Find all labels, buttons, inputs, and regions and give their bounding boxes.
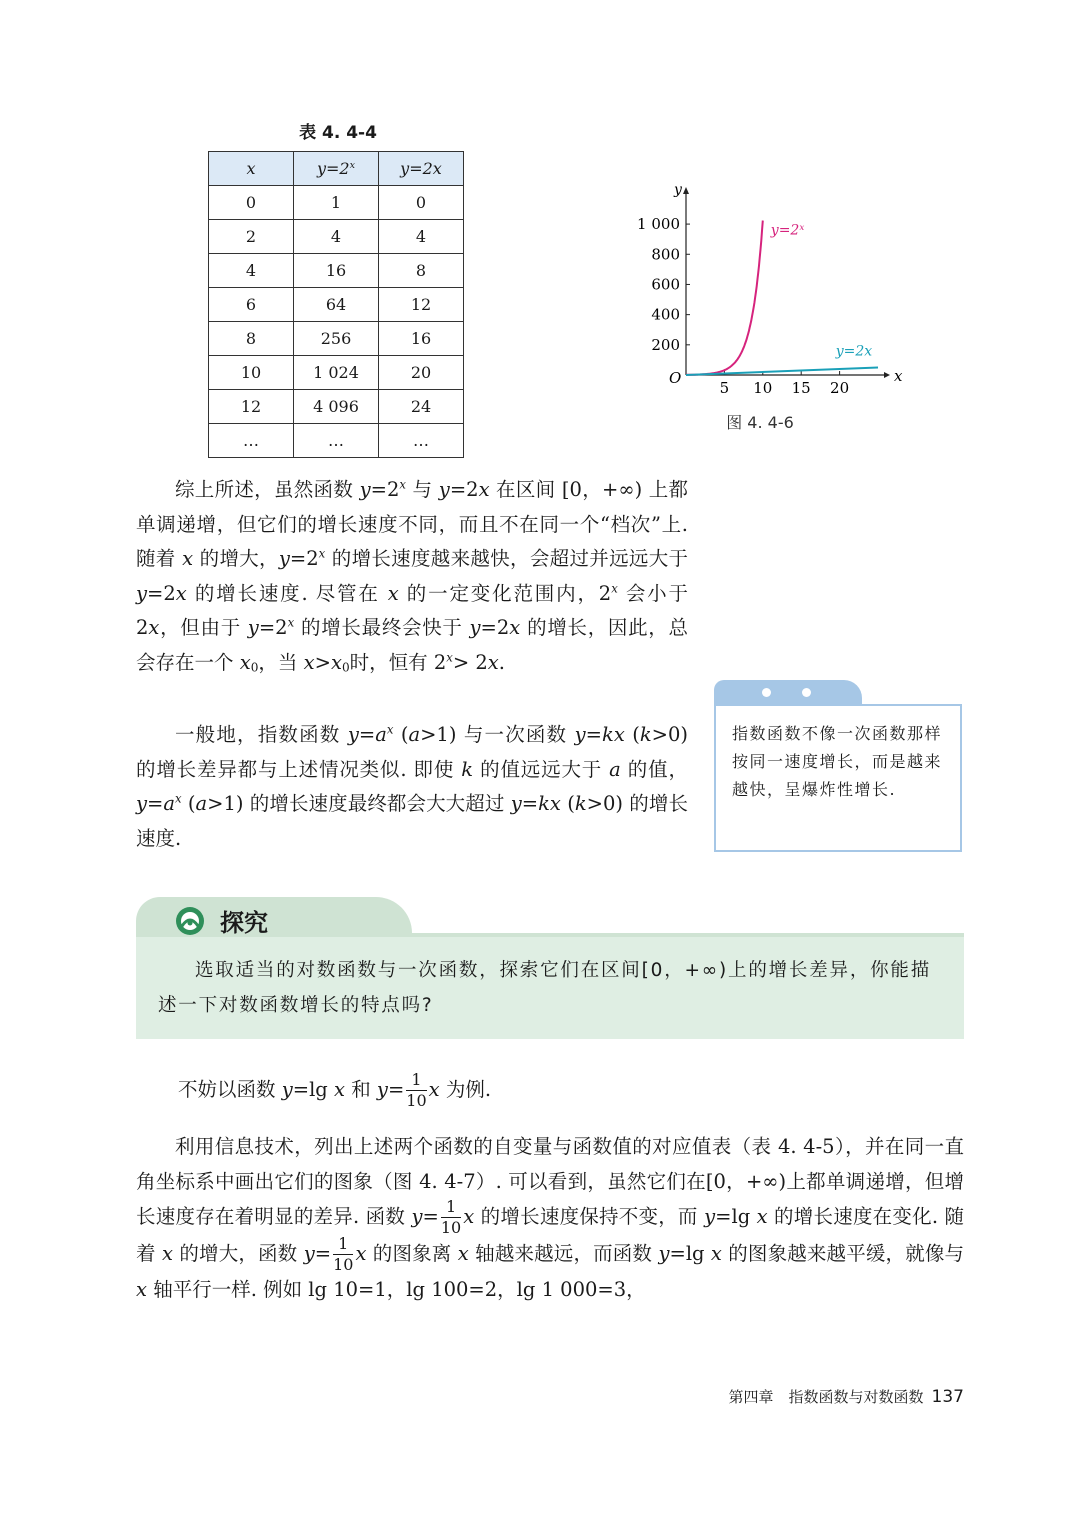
header-x-label: x bbox=[246, 159, 256, 178]
table-row bbox=[209, 288, 464, 322]
explore-title: 探究 bbox=[220, 909, 268, 937]
fraction: $\frac{1}{10}$ bbox=[440, 1197, 462, 1237]
note-dot-icon bbox=[802, 688, 811, 697]
header-linear: y=2x bbox=[379, 152, 464, 186]
summary-paragraph: 综上所述，虽然函数 $y=2^x$ 与 y=2x 在区间 [0，+∞) 上都单调递增，但它们的增长速度不同，而且不在同一个“档次”上. 随着 x 的增大，$y=2^x$ 的增长速度越来越快，会超过并远远大于 y=2x 的增长速度. 尽管在 x 的一定变化范围内，2$^x$ 会小于 2x，但由于 $y=2^x$ 的增长最终会快于 y=2x 的增长，因此，总会存在一个 $x_0$，当 $x>x_0$时，恒有 $2^x> 2x$. bbox=[136, 477, 689, 674]
table-row bbox=[209, 322, 464, 356]
table-cell: … bbox=[294, 424, 379, 458]
table-cell: 12 bbox=[379, 288, 464, 322]
note-dot-icon bbox=[762, 688, 771, 697]
comparison-paragraph: 利用信息技术，列出上述两个函数的自变量与函数值的对应值表（表 4. 4-5），并在同一直角坐标系中画出它们的图象（图 4. 4-7）. 可以看到，虽然它们在[0，+∞)上都单调递增，但增长速度存在着明显的差异. 函数 y= $\frac{1}{10}$ x 的增长速度保持不变，而 y=lg x 的增长速度在变化. 随着 x 的增大，函数 y= $\frac{1}{10}$ x 的图象离 x 轴越来越远，而函数 y=lg x 的图象越来越平缓，就像与 x 轴平行一样. 例如 lg 10=1，lg 100=2，lg 1 000=3， bbox=[136, 1135, 965, 1301]
origin-label: O bbox=[669, 369, 682, 387]
table-cell: … bbox=[379, 424, 464, 458]
y-tick-label: 800 bbox=[651, 245, 680, 264]
table-cell: 10 bbox=[209, 356, 294, 390]
series-label: y=2x bbox=[835, 343, 873, 360]
header-x bbox=[209, 152, 294, 186]
x-axis-arrow-icon bbox=[884, 372, 890, 378]
table-row bbox=[209, 356, 464, 390]
series-label: y=2ˣ bbox=[770, 222, 805, 239]
explore-section bbox=[136, 897, 964, 1039]
table-cell: … bbox=[209, 424, 294, 458]
side-note bbox=[714, 680, 962, 852]
explore-magnifier-icon bbox=[174, 905, 206, 937]
table-cell: 2 bbox=[209, 220, 294, 254]
table-cell: 4 bbox=[294, 220, 379, 254]
figure-caption: 图 4. 4-6 bbox=[726, 413, 794, 432]
note-box bbox=[714, 704, 962, 852]
fraction: $\frac{1}{10}$ bbox=[333, 1234, 354, 1274]
y-tick-label: 200 bbox=[651, 335, 680, 354]
table-cell: 64 bbox=[294, 288, 379, 322]
x-tick-label: 20 bbox=[830, 379, 850, 397]
growth-chart bbox=[630, 180, 903, 397]
explore-question: 选取适当的对数函数与一次函数，探索它们在区间[0，+∞)上的增长差异，你能描述一下对数函数增长的特点吗? bbox=[158, 960, 932, 1016]
table-cell: 1 bbox=[294, 186, 379, 220]
table-cell: 8 bbox=[209, 322, 294, 356]
x-axis-label: x bbox=[894, 367, 903, 385]
table-cell: 20 bbox=[379, 356, 464, 390]
table-row bbox=[209, 424, 464, 458]
table-cell: 4 bbox=[209, 254, 294, 288]
table-body bbox=[209, 186, 464, 458]
chapter-title: 第四章 指数函数与对数函数 bbox=[728, 1388, 924, 1406]
page-number: 137 bbox=[931, 1387, 964, 1407]
x-tick-label: 15 bbox=[791, 379, 811, 397]
table-cell: 0 bbox=[379, 186, 464, 220]
table-header-row bbox=[209, 152, 464, 186]
y-axis-label: y bbox=[674, 182, 682, 198]
table-cell: 4 096 bbox=[294, 390, 379, 424]
table-cell: 16 bbox=[294, 254, 379, 288]
y-axis-arrow-icon bbox=[683, 187, 689, 194]
example-intro: 不妨以函数 y=lg x 和 y= $\frac{1}{10}$ x 为例. bbox=[178, 1070, 492, 1110]
fraction: $\frac{1}{10}$ bbox=[406, 1070, 427, 1110]
table-cell: 1 024 bbox=[294, 356, 379, 390]
general-paragraph: 一般地，指数函数 $y=a^x$ (a>1) 与一次函数 y=kx (k>0) 的增长差异都与上述情况类似. 即使 k 的值远远大于 a 的值，$y=a^x$ (a>1) 的增长速度最终都会大大超过 y=kx (k>0) 的增长速度. bbox=[136, 722, 689, 850]
table-cell: 24 bbox=[379, 390, 464, 424]
table-cell: 16 bbox=[379, 322, 464, 356]
page-footer bbox=[710, 1386, 964, 1407]
table-cell: 4 bbox=[379, 220, 464, 254]
table-row bbox=[209, 186, 464, 220]
table-cell: 8 bbox=[379, 254, 464, 288]
table-cell: 0 bbox=[209, 186, 294, 220]
table-caption: 表 4. 4-4 bbox=[299, 123, 377, 143]
y-tick-label: 600 bbox=[651, 275, 680, 294]
header-exp: $y=2^x$ bbox=[294, 152, 379, 186]
note-text: 指数函数不像一次函数那样按同一速度增长，而是越来越快，呈爆炸性增长. bbox=[732, 724, 943, 799]
table-cell: 256 bbox=[294, 322, 379, 356]
x-tick-label: 5 bbox=[719, 379, 730, 397]
x-tick-label: 10 bbox=[753, 379, 773, 397]
table-row bbox=[209, 220, 464, 254]
series-line-exponential bbox=[686, 221, 763, 375]
value-table bbox=[208, 151, 464, 458]
series-line-linear bbox=[686, 367, 878, 375]
explore-text bbox=[158, 953, 942, 1023]
y-tick-label: 400 bbox=[651, 305, 680, 324]
table-row bbox=[209, 254, 464, 288]
table-cell: 6 bbox=[209, 288, 294, 322]
table-row bbox=[209, 390, 464, 424]
table-cell: 12 bbox=[209, 390, 294, 424]
y-tick-label: 1 000 bbox=[637, 215, 680, 234]
